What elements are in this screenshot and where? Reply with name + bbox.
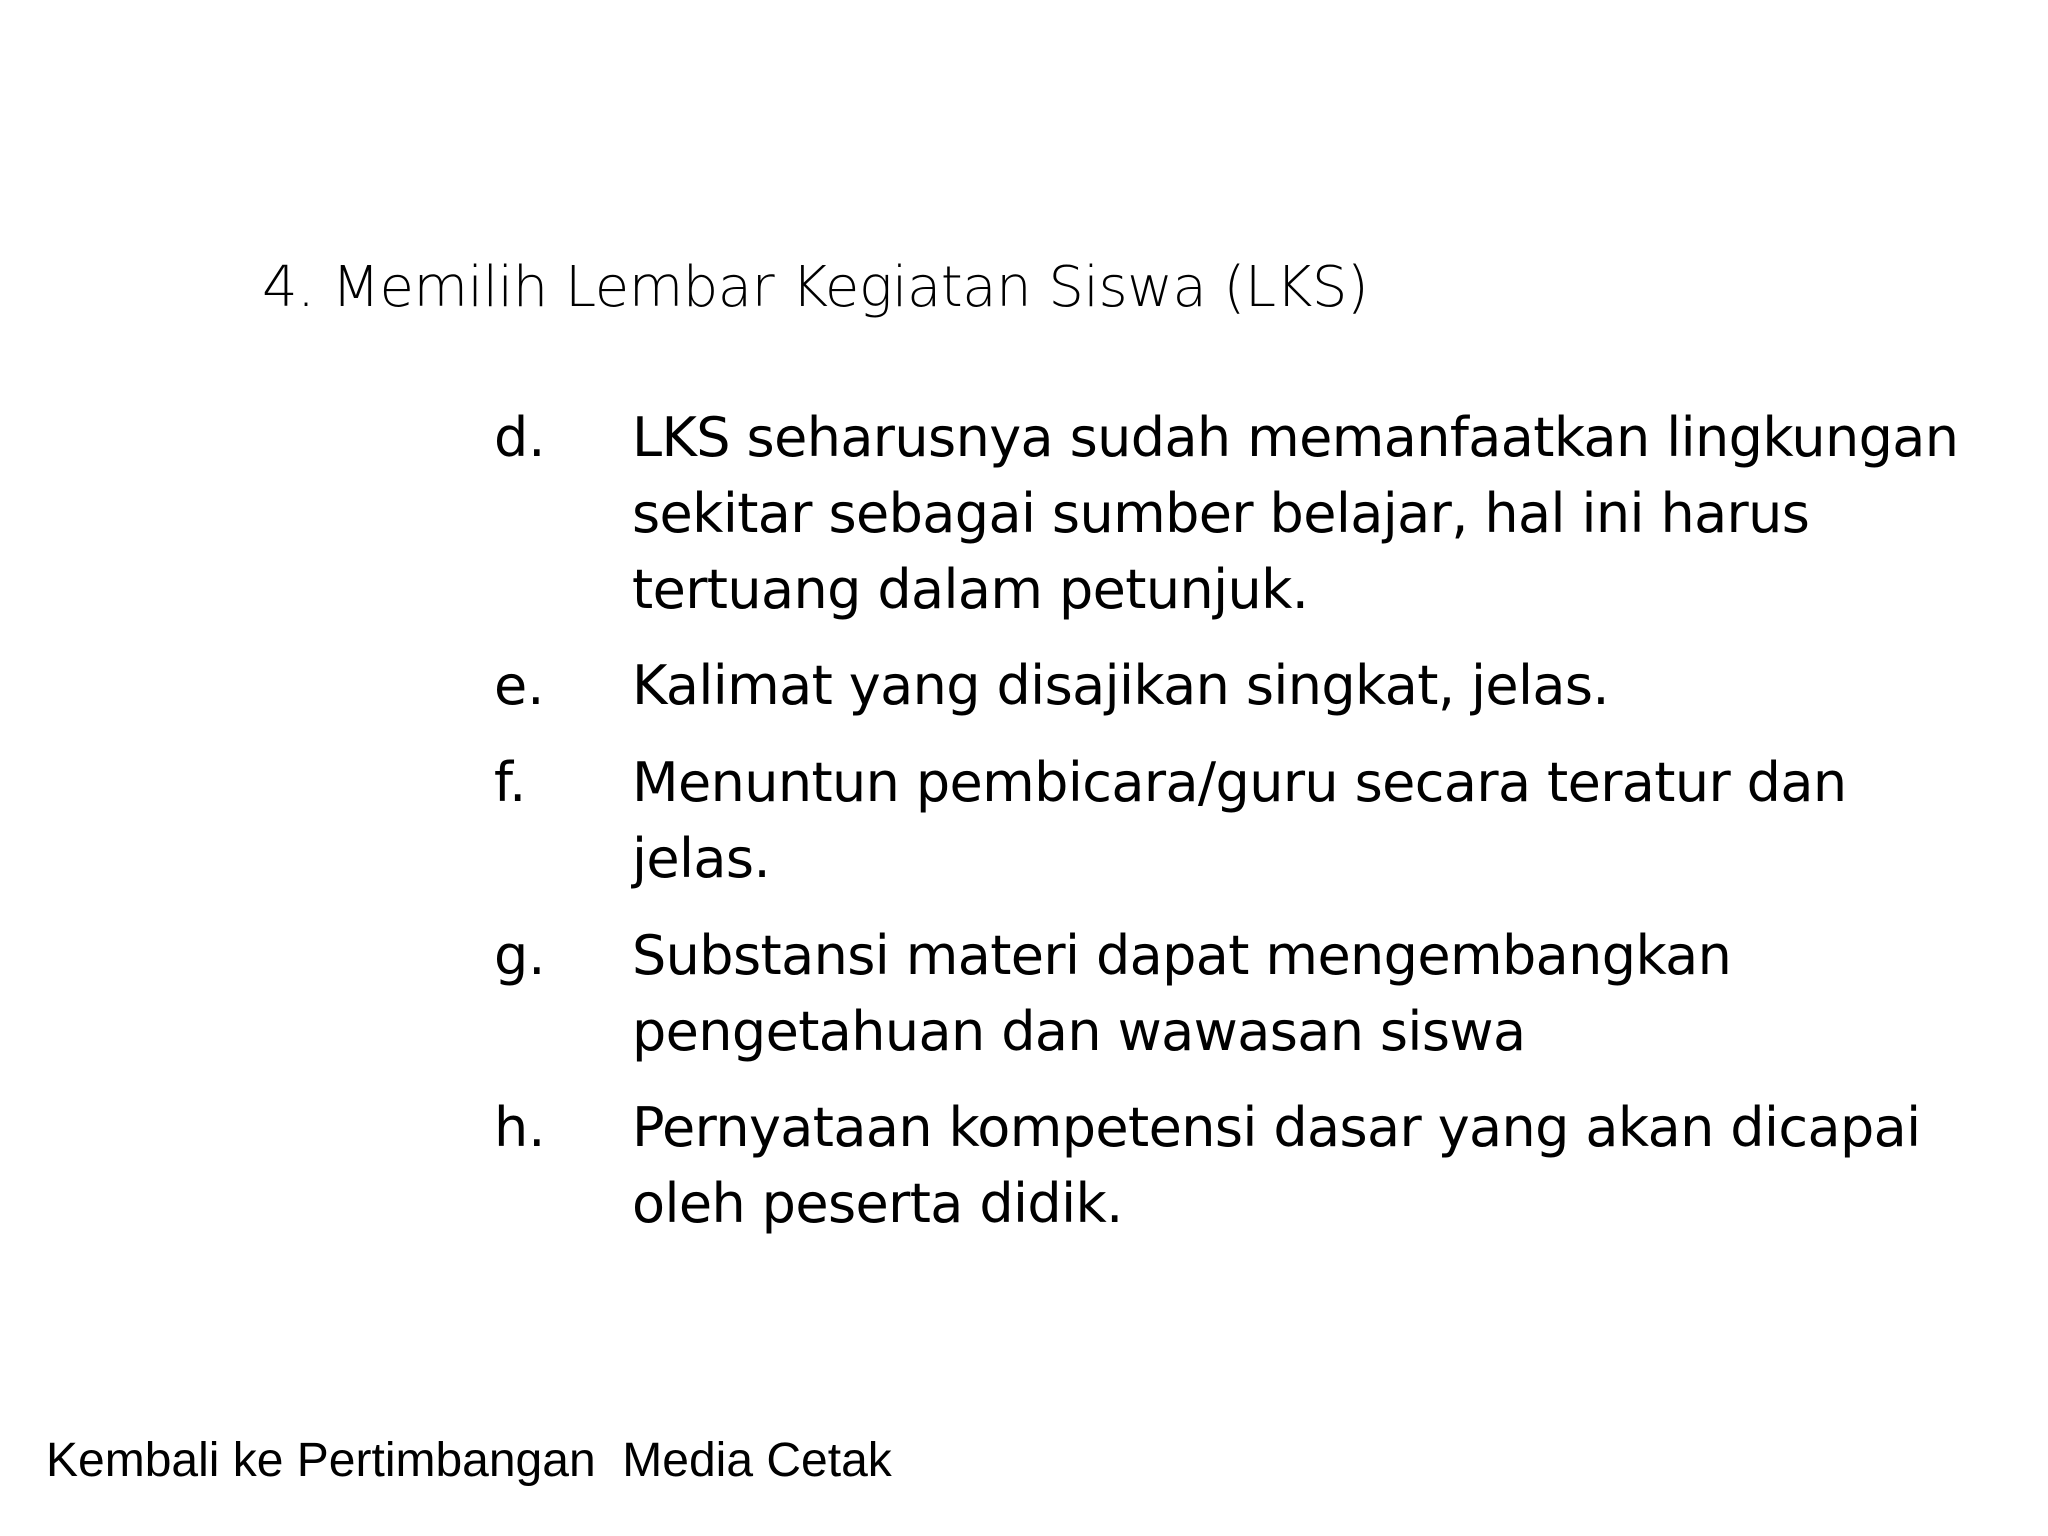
- list-item-text: [632, 400, 2022, 628]
- list-item-line: LKS seharusnya sudah memanfaatkan lingkungan: [632, 406, 1959, 469]
- list-item-text: [632, 648, 2022, 724]
- list-marker: h.: [494, 1096, 546, 1159]
- list-item-text: [632, 918, 2022, 1070]
- list-item-line: Substansi materi dapat mengembangkan: [632, 924, 1732, 987]
- list-item-line: sekitar sebagai sumber belajar, hal ini harus: [632, 482, 1810, 545]
- list-item-line: Pernyataan kompetensi dasar yang akan dicapai: [632, 1096, 1921, 1159]
- list-item-line: Menuntun pembicara/guru secara teratur dan: [632, 751, 1847, 814]
- list-item-text: [632, 745, 2022, 897]
- back-to-media-cetak-link[interactable]: Kembali ke Pertimbangan Media Cetak: [46, 1434, 892, 1487]
- slide-title: 4. Memilih Lembar Kegiatan Siswa (LKS): [262, 255, 1369, 320]
- list-item-line: jelas.: [632, 827, 771, 890]
- list-item-line: oleh peserta didik.: [632, 1172, 1123, 1235]
- list-marker: g.: [494, 924, 546, 987]
- list-item-line: pengetahuan dan wawasan siswa: [632, 1000, 1526, 1063]
- list-item-text: [632, 1090, 2022, 1242]
- list-marker: e.: [494, 654, 545, 717]
- list-marker: d.: [494, 406, 546, 469]
- list-item-line: Kalimat yang disajikan singkat, jelas.: [632, 654, 1609, 717]
- list-item-line: tertuang dalam petunjuk.: [632, 558, 1309, 621]
- list-marker: f.: [494, 751, 527, 814]
